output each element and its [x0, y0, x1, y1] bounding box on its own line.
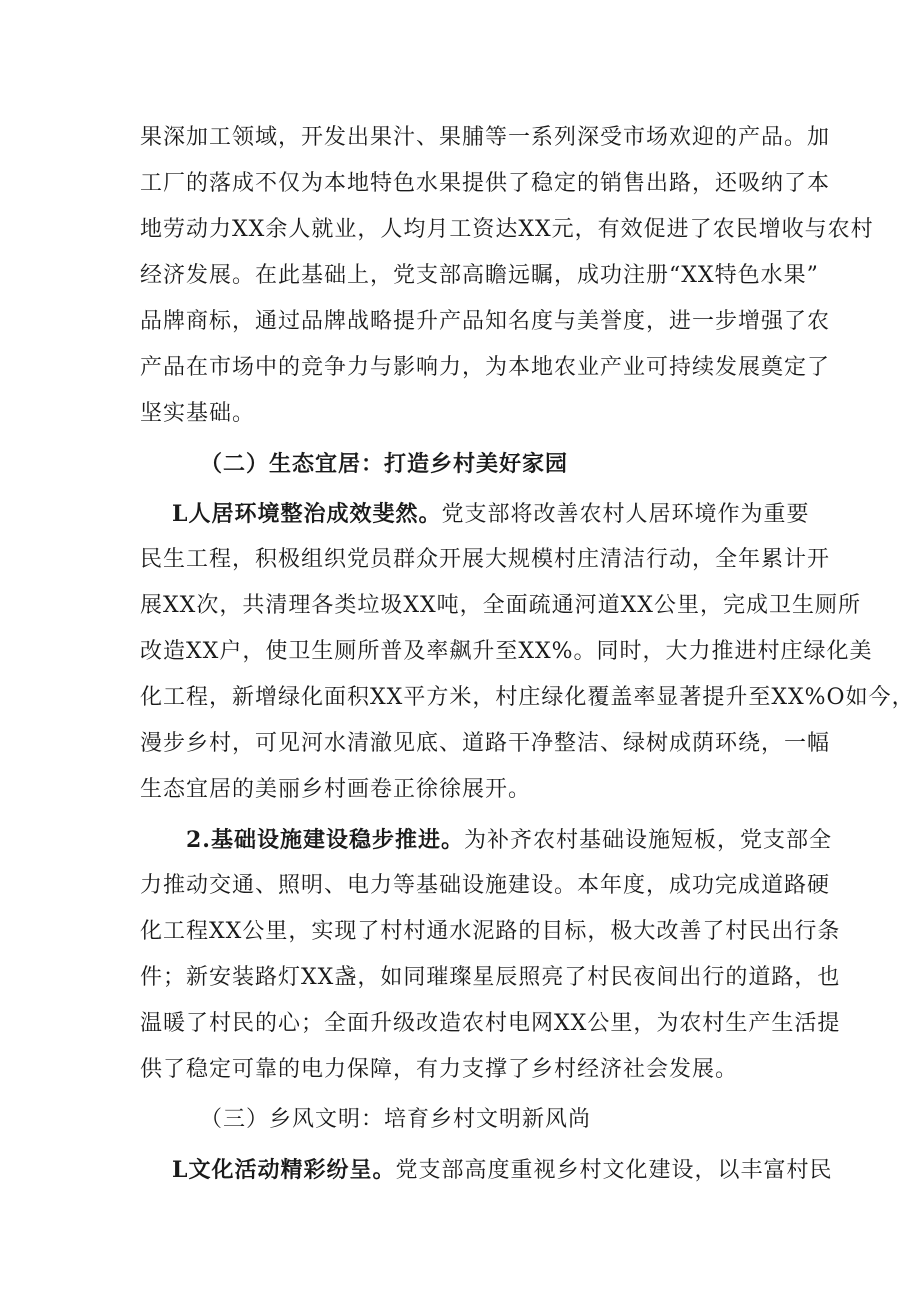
paragraph-line: 力推动交通、照明、电力等基础设施建设。本年度，成功完成道路硬 — [140, 873, 831, 898]
paragraph-line: 供了稳定可靠的电力保障，有力支撑了乡村经济社会发展。 — [140, 1057, 739, 1082]
paragraph-line: 产品在市场中的竞争力与影响力，为本地农业产业可持续发展奠定了 — [140, 355, 831, 380]
paragraph-line: 经济发展。在此基础上，党支部高瞻远瞩，成功注册“XX特色水果” — [140, 263, 819, 288]
paragraph-line: 温暖了村民的心；全面升级改造农村电网XX公里，为农村生产生活提 — [140, 1011, 841, 1036]
paragraph-line: 果深加工领域，开发出果汁、果脯等一系列深受市场欢迎的产品。加 — [140, 125, 831, 150]
paragraph-line: 地劳动力XX余人就业，人均月工资达XX元，有效促进了农民增收与农村 — [140, 217, 874, 242]
paragraph-line: 漫步乡村，可见河水清澈见底、道路干净整洁、绿树成荫环绕，一幅 — [140, 731, 831, 756]
paragraph-line: 工厂的落成不仅为本地特色水果提供了稳定的销售出路，还吸纳了本 — [140, 171, 831, 196]
paragraph-line: 化工程XX公里，实现了村村通水泥路的目标，极大改善了村民出行条 — [140, 919, 841, 944]
subheading-inline: L文化活动精彩纷呈。 — [172, 1157, 396, 1183]
paragraph-line: L人居环境整治成效斐然。党支部将改善农村人居环境作为重要 — [0, 494, 920, 534]
section-heading: （三）乡风文明：培育乡村文明新风尚 — [200, 1107, 592, 1132]
paragraph-line: 品牌商标，通过品牌战略提升产品知名度与美誉度，进一步增强了农 — [140, 309, 831, 334]
subheading-inline: 2.基础设施建设稳步推进。 — [186, 827, 464, 853]
subheading-inline: L人居环境整治成效斐然。 — [172, 501, 442, 527]
paragraph-line: 件；新安装路灯XX盏，如同璀璨星辰照亮了村民夜间出行的道路，也 — [140, 965, 841, 990]
paragraph-line: 生态宜居的美丽乡村画卷正徐徐展开。 — [140, 777, 532, 802]
section-heading: （二）生态宜居：打造乡村美好家园 — [200, 451, 569, 477]
paragraph-line: 改造XX户，使卫生厕所普及率飙升至XX%。同时，大力推进村庄绿化美 — [140, 639, 873, 664]
paragraph-line: 坚实基础。 — [140, 401, 256, 426]
paragraph-line: 民生工程，积极组织党员群众开展大规模村庄清洁行动，全年累计开 — [140, 547, 831, 572]
paragraph-line: 2.基础设施建设稳步推进。为补齐农村基础设施短板，党支部全 — [0, 820, 920, 860]
paragraph-line: 化工程，新增绿化面积XX平方米，村庄绿化覆盖率显著提升至XX%O如今， — [140, 685, 915, 710]
paragraph-line: 展XX次，共清理各类垃圾XX吨，全面疏通河道XX公里，完成卫生厕所 — [140, 593, 861, 618]
paragraph-line: L文化活动精彩纷呈。党支部高度重视乡村文化建设，以丰富村民 — [0, 1150, 920, 1190]
